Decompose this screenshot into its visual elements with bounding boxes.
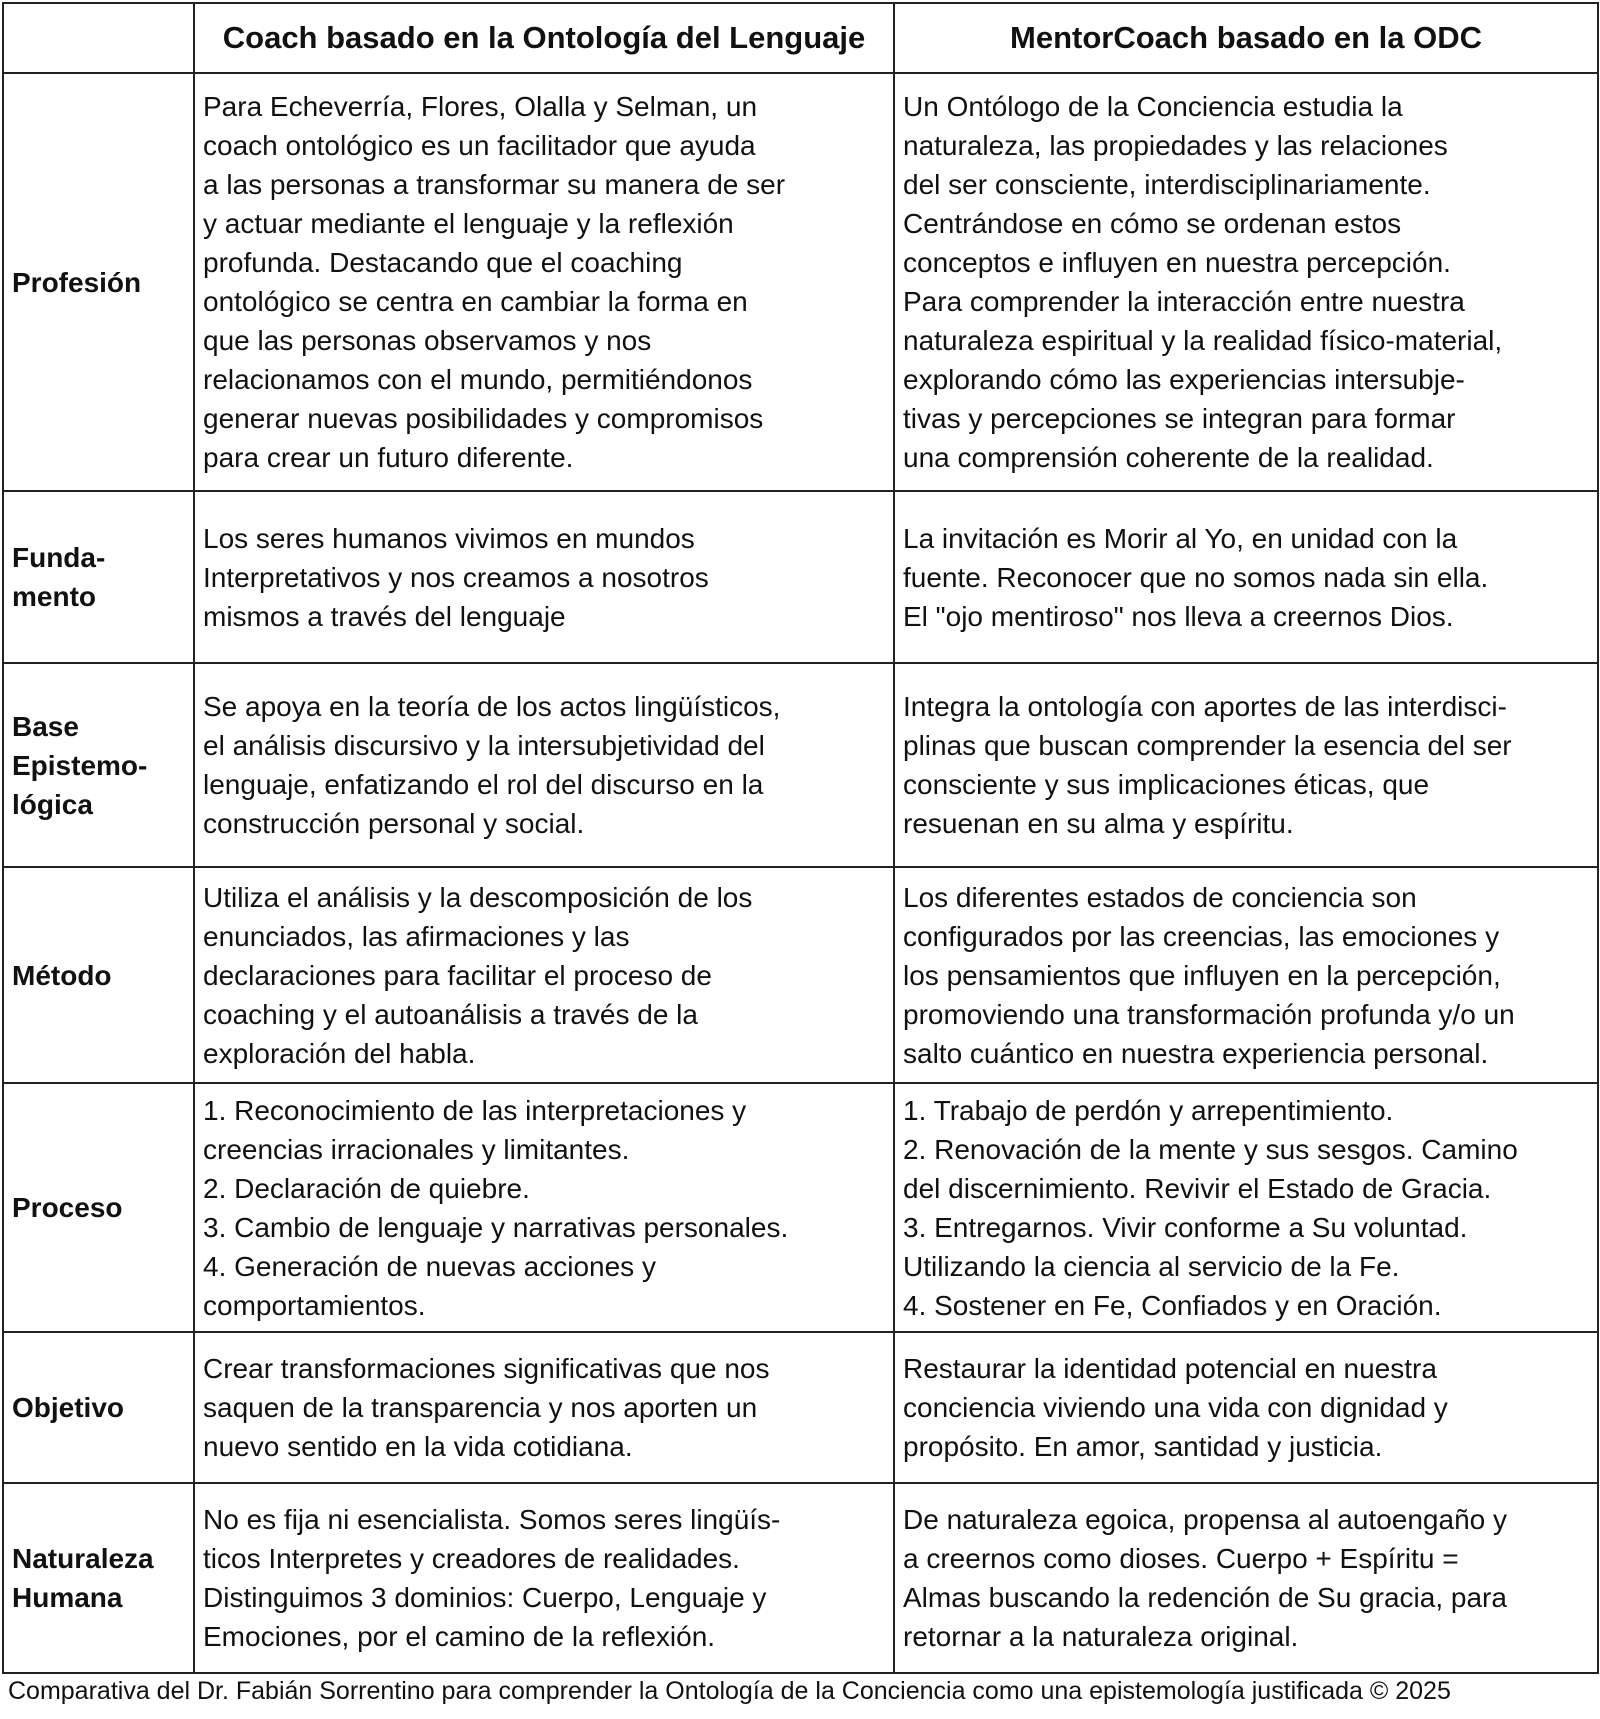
cell-objetivo-col2: Restaurar la identidad potencial en nuestra conciencia viviendo una vida con dignidad y propósito. En amor, santidad y justicia. — [894, 1332, 1598, 1483]
comparison-table — [2, 2, 1599, 1674]
table-row — [3, 867, 1598, 1083]
table-header-row — [3, 3, 1598, 73]
row-label-profesion: Profesión — [3, 73, 194, 491]
cell-base-col2: Integra la ontología con aportes de las interdisci- plinas que buscan comprender la esencia del ser consciente y sus implicaciones éticas, que resuenan en su alma y espíritu. — [894, 663, 1598, 867]
table-row — [3, 73, 1598, 491]
header-ontologia-lenguaje: Coach basado en la Ontología del Lenguaje — [194, 3, 894, 73]
cell-fundamento-col2: La invitación es Morir al Yo, en unidad con la fuente. Reconocer que no somos nada sin ella. El "ojo mentiroso" nos lleva a creernos Dios. — [894, 491, 1598, 663]
table-row — [3, 663, 1598, 867]
table-row — [3, 1483, 1598, 1673]
cell-profesion-col2: Un Ontólogo de la Conciencia estudia la naturaleza, las propiedades y las relaciones del ser consciente, interdisciplinariamente. Centrándose en cómo se ordenan estos conceptos e influyen en nuestra percepción. Para comprender la interacción entre nuestra naturaleza espiritual y la realidad físico-material, explorando cómo las experiencias intersubje- tivas y percepciones se integran para formar una comprensión coherente de la realidad. — [894, 73, 1598, 491]
header-mentorcoach-odc: MentorCoach basado en la ODC — [894, 3, 1598, 73]
cell-proceso-col2: 1. Trabajo de perdón y arrepentimiento. 2. Renovación de la mente y sus sesgos. Camino del discernimiento. Revivir el Estado de Gracia. 3. Entregarnos. Vivir conforme a Su voluntad. Utilizando la ciencia al servicio de la Fe. 4. Sostener en Fe, Confiados y en Oración. — [894, 1083, 1598, 1332]
cell-objetivo-col1: Crear transformaciones significativas que nos saquen de la transparencia y nos aporten un nuevo sentido en la vida cotidiana. — [194, 1332, 894, 1483]
cell-metodo-col1: Utiliza el análisis y la descomposición de los enunciados, las afirmaciones y las declaraciones para facilitar el proceso de coaching y el autoanálisis a través de la exploración del habla. — [194, 867, 894, 1083]
table-row — [3, 1083, 1598, 1332]
cell-proceso-col1: 1. Reconocimiento de las interpretaciones y creencias irracionales y limitantes. 2. Declaración de quiebre. 3. Cambio de lenguaje y narrativas personales. 4. Generación de nuevas acciones y comportamientos. — [194, 1083, 894, 1332]
cell-base-col1: Se apoya en la teoría de los actos lingüísticos, el análisis discursivo y la intersubjetividad del lenguaje, enfatizando el rol del discurso en la construcción personal y social. — [194, 663, 894, 867]
caption-text: Comparativa del Dr. Fabián Sorrentino para comprender la Ontología de la Conciencia como una epistemología justificada © 2025 — [8, 1677, 1451, 1705]
cell-metodo-col2: Los diferentes estados de conciencia son configurados por las creencias, las emociones y los pensamientos que influyen en la percepción, promoviendo una transformación profunda y/o un salto cuántico en nuestra experiencia personal. — [894, 867, 1598, 1083]
row-label-naturaleza-humana: Naturaleza Humana — [3, 1483, 194, 1673]
cell-naturaleza-col1: No es fija ni esencialista. Somos seres lingüís- ticos Interpretes y creadores de realidades. Distinguimos 3 dominios: Cuerpo, Lenguaje y Emociones, por el camino de la reflexión. — [194, 1483, 894, 1673]
table-row — [3, 491, 1598, 663]
cell-naturaleza-col2: De naturaleza egoica, propensa al autoengaño y a creernos como dioses. Cuerpo + Espíritu = Almas buscando la redención de Su gracia, para retornar a la naturaleza original. — [894, 1483, 1598, 1673]
row-label-base-epistemologica: Base Epistemo- lógica — [3, 663, 194, 867]
header-corner-cell — [3, 3, 194, 73]
row-label-metodo: Método — [3, 867, 194, 1083]
row-label-fundamento: Funda- mento — [3, 491, 194, 663]
table-row — [3, 1332, 1598, 1483]
row-label-proceso: Proceso — [3, 1083, 194, 1332]
cell-fundamento-col1: Los seres humanos vivimos en mundos Interpretativos y nos creamos a nosotros mismos a través del lenguaje — [194, 491, 894, 663]
row-label-objetivo: Objetivo — [3, 1332, 194, 1483]
cell-profesion-col1: Para Echeverría, Flores, Olalla y Selman, un coach ontológico es un facilitador que ayuda a las personas a transformar su manera de ser y actuar mediante el lenguaje y la reflexión profunda. Destacando que el coaching ontológico se centra en cambiar la forma en que las personas observamos y nos relacionamos con el mundo, permitiéndonos generar nuevas posibilidades y compromisos para crear un futuro diferente. — [194, 73, 894, 491]
